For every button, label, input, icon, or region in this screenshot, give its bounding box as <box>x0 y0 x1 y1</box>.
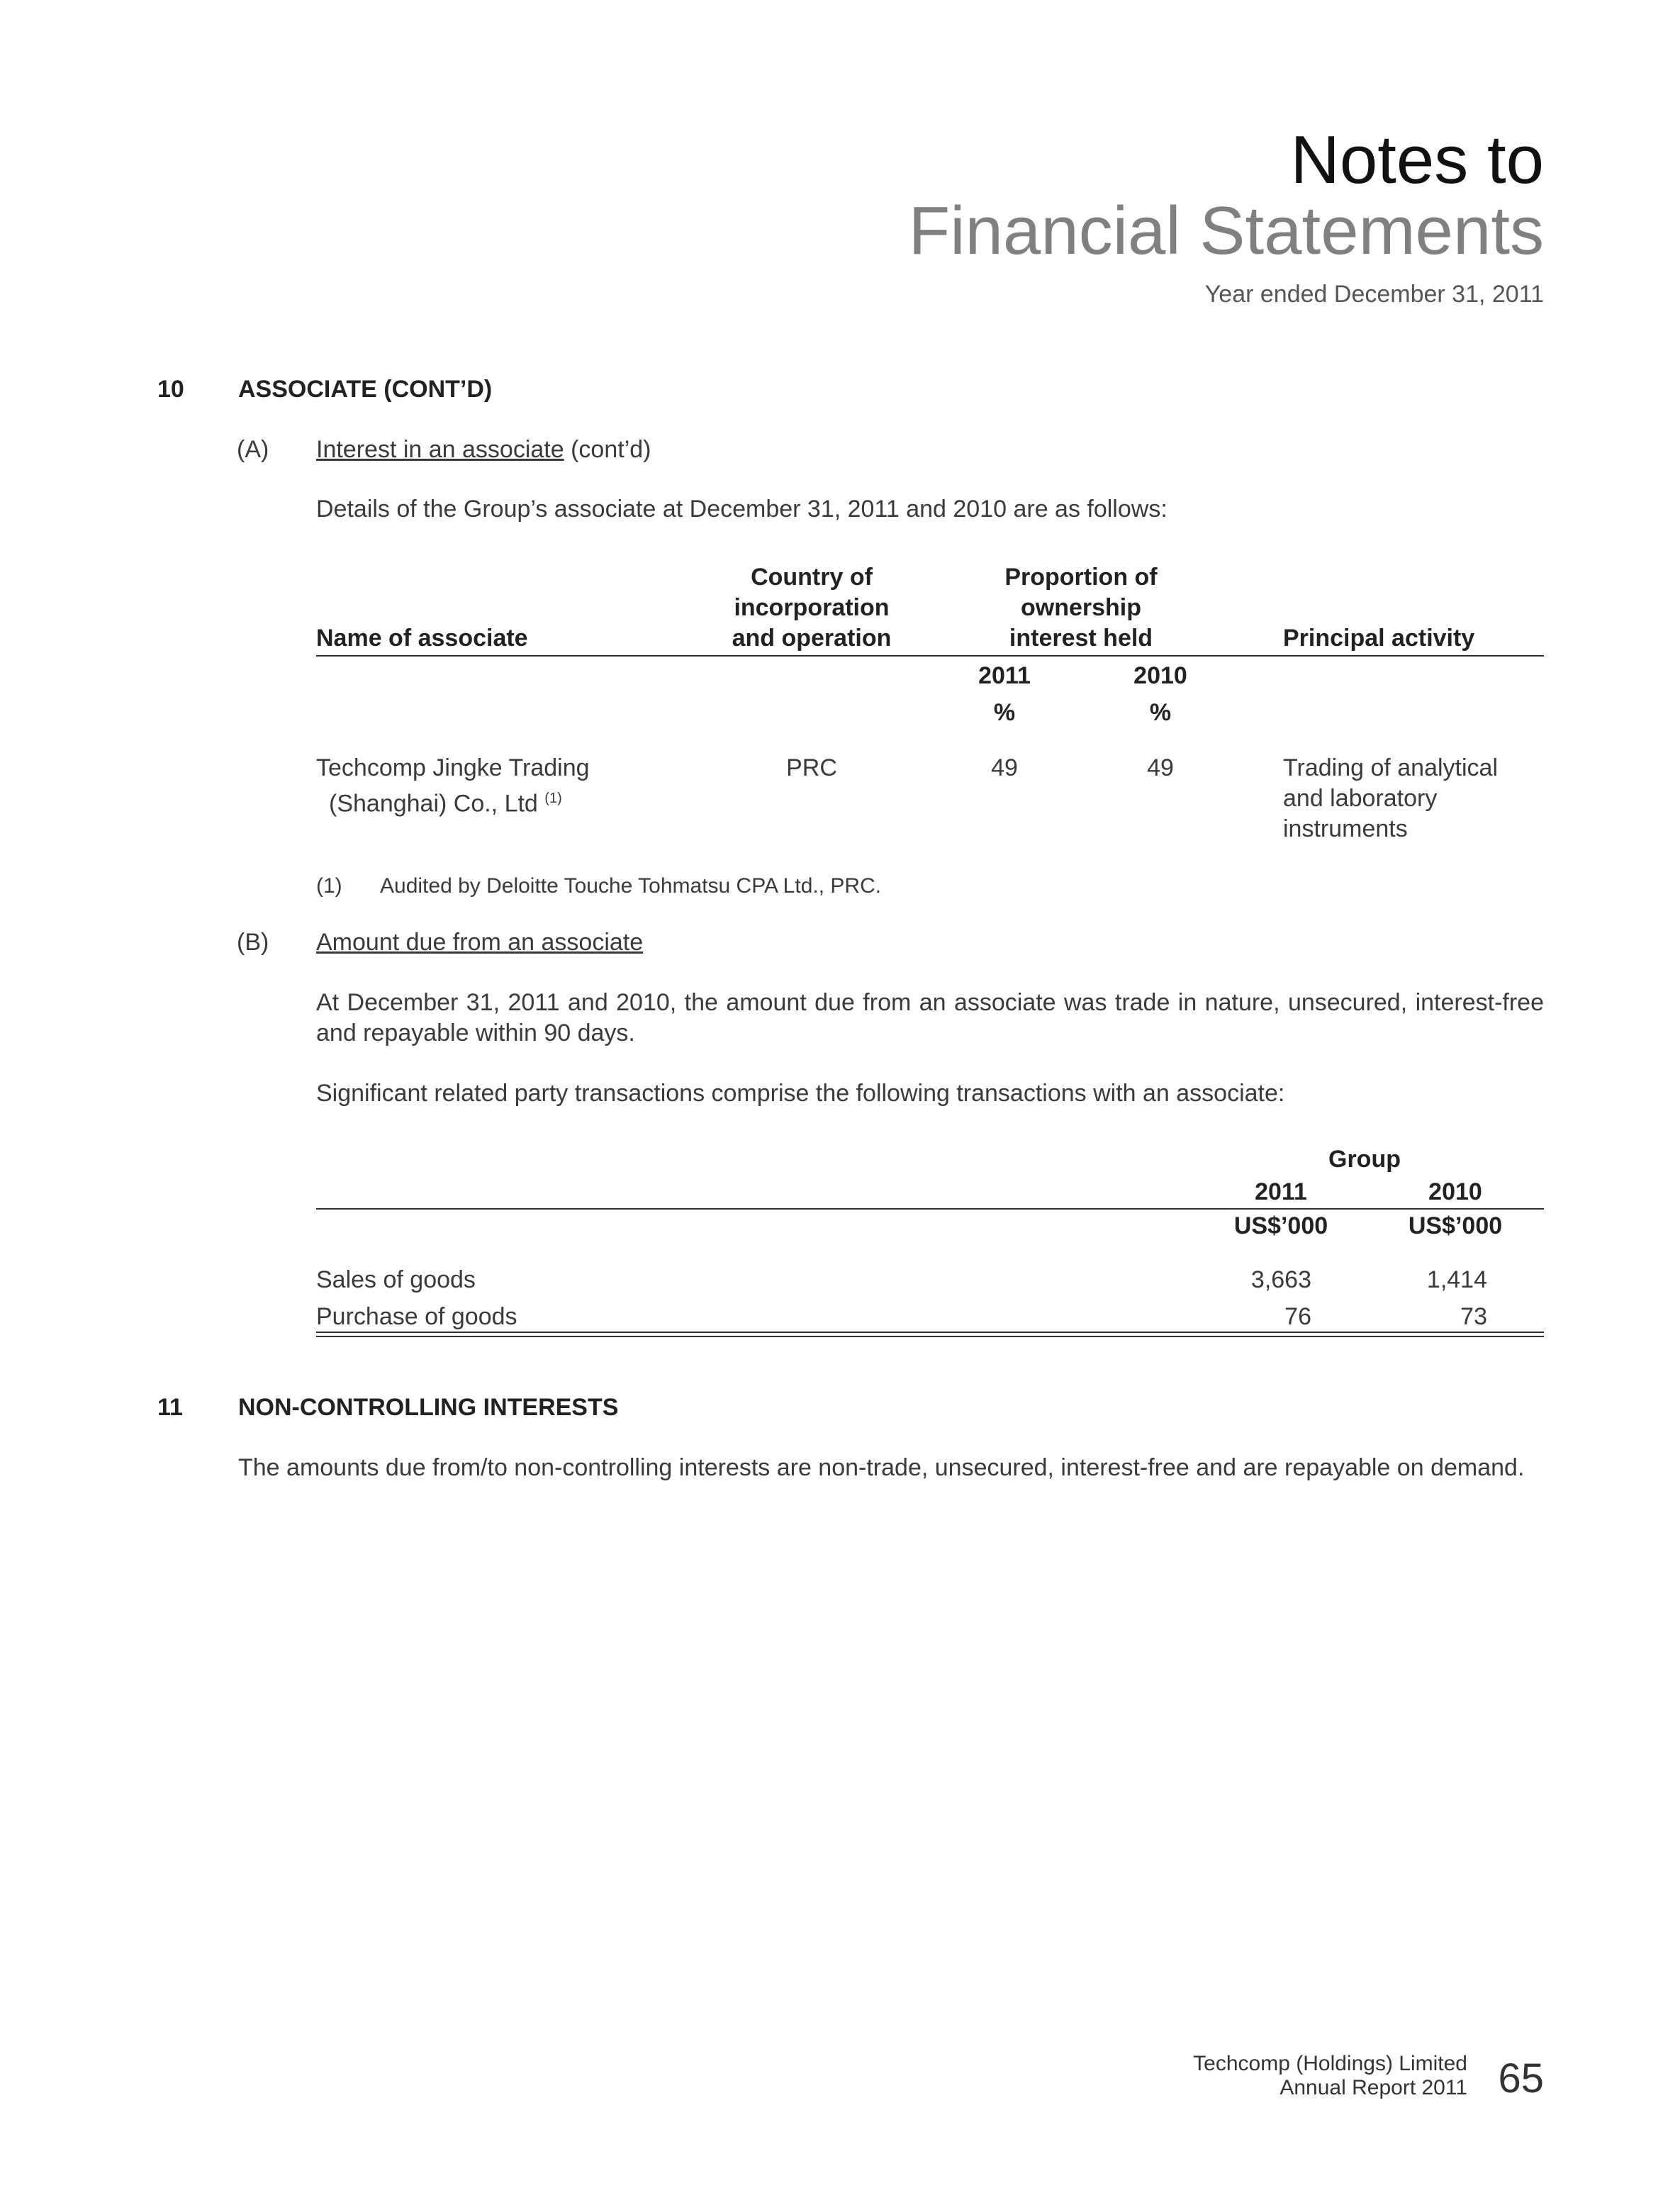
group-col-2010: 2010 <box>1428 1178 1482 1205</box>
associate-name-l2-wrap <box>316 783 590 819</box>
associate-2011-value: 49 <box>991 754 1018 781</box>
part-b-title: Amount due from an associate <box>316 929 644 956</box>
row-sales-2010: 1,414 <box>1426 1266 1487 1293</box>
footnote-text: Audited by Deloitte Touche Tohmatsu CPA Ltd., PRC. <box>380 874 882 898</box>
col-proportion-header <box>964 562 1198 654</box>
col-unit-2011: % <box>993 699 1016 726</box>
page-title-line2: Financial Statements <box>908 193 1544 269</box>
col-year-2011: 2011 <box>978 662 1031 689</box>
col-proportion-header-l1: Proportion of <box>1004 564 1158 591</box>
period-subtitle: Year ended December 31, 2011 <box>1204 281 1544 308</box>
footnote-marker: (1) <box>316 874 342 898</box>
associate-activity-l1: Trading of analytical <box>1283 754 1499 781</box>
col-year-2010: 2010 <box>1133 662 1187 689</box>
col-country-header-l3: and operation <box>732 625 892 652</box>
associate-name <box>316 753 590 819</box>
col-country-header-l1: Country of <box>751 564 873 591</box>
group-unit-2011: US$’000 <box>1233 1212 1328 1239</box>
col-name-header: Name of associate <box>316 625 528 652</box>
part-a-label: (A) <box>237 436 269 463</box>
row-purchase-2010: 73 <box>1460 1303 1487 1330</box>
row-purchase-label: Purchase of goods <box>316 1303 517 1330</box>
group-table-total-rule-2 <box>316 1336 1544 1337</box>
group-unit-2010: US$’000 <box>1408 1212 1503 1239</box>
associate-name-l1: Techcomp Jingke Trading <box>316 754 590 781</box>
page-title-line1: Notes to <box>1290 122 1544 198</box>
footer-company <box>1193 2052 1467 2100</box>
part-a-title <box>316 435 651 465</box>
part-b-label: (B) <box>237 929 269 956</box>
col-country-header-l2: incorporation <box>734 594 890 621</box>
associate-name-l2: (Shanghai) Co., Ltd <box>329 790 538 817</box>
section-10-number: 10 <box>157 376 184 403</box>
row-sales-label: Sales of goods <box>316 1266 476 1293</box>
part-b-paragraph-2: Significant related party transactions comprise the following transactions with an associate: <box>316 1080 1285 1107</box>
footer-company-name: Techcomp (Holdings) Limited <box>1193 2052 1467 2075</box>
page-number: 65 <box>1498 2055 1544 2102</box>
associate-country: PRC <box>786 754 837 781</box>
table-a-header-rule <box>316 655 1544 657</box>
group-table-total-rule-1 <box>316 1332 1544 1333</box>
associate-2010-value: 49 <box>1147 754 1174 781</box>
row-sales-2011: 3,663 <box>1250 1266 1311 1293</box>
row-purchase-2011: 76 <box>1284 1303 1311 1330</box>
section-10-heading: ASSOCIATE (CONT’D) <box>238 376 493 403</box>
part-b-paragraph-1: At December 31, 2011 and 2010, the amount due from an associate was trade in nature, unsecured, interest-free and repayable within 90 days. <box>316 989 1544 1046</box>
col-unit-2010: % <box>1149 699 1172 726</box>
col-proportion-header-l3: interest held <box>1009 625 1153 652</box>
associate-name-note: (1) <box>544 791 562 806</box>
col-activity-header: Principal activity <box>1283 625 1475 652</box>
col-country-header <box>695 562 929 654</box>
group-col-2011: 2011 <box>1255 1178 1307 1205</box>
col-proportion-header-l2: ownership <box>1020 594 1142 621</box>
part-a-title-underlined: Interest in an associate <box>316 436 564 463</box>
part-a-intro: Details of the Group’s associate at December 31, 2011 and 2010 are as follows: <box>316 496 1167 523</box>
section-11-number: 11 <box>157 1394 183 1421</box>
section-11-paragraph: The amounts due from/to non-controlling interests are non-trade, unsecured, interest-free and are repayable on demand. <box>238 1454 1525 1481</box>
section-11-heading: NON-CONTROLLING INTERESTS <box>238 1394 619 1421</box>
group-table-header-rule <box>316 1208 1544 1210</box>
associate-activity-l2: and laboratory <box>1283 785 1438 812</box>
part-a-title-suffix: (cont’d) <box>564 436 651 463</box>
associate-activity-l3: instruments <box>1283 815 1408 842</box>
footer-report-name: Annual Report 2011 <box>1279 2076 1467 2099</box>
associate-activity <box>1283 753 1498 844</box>
group-header: Group <box>1328 1146 1401 1173</box>
